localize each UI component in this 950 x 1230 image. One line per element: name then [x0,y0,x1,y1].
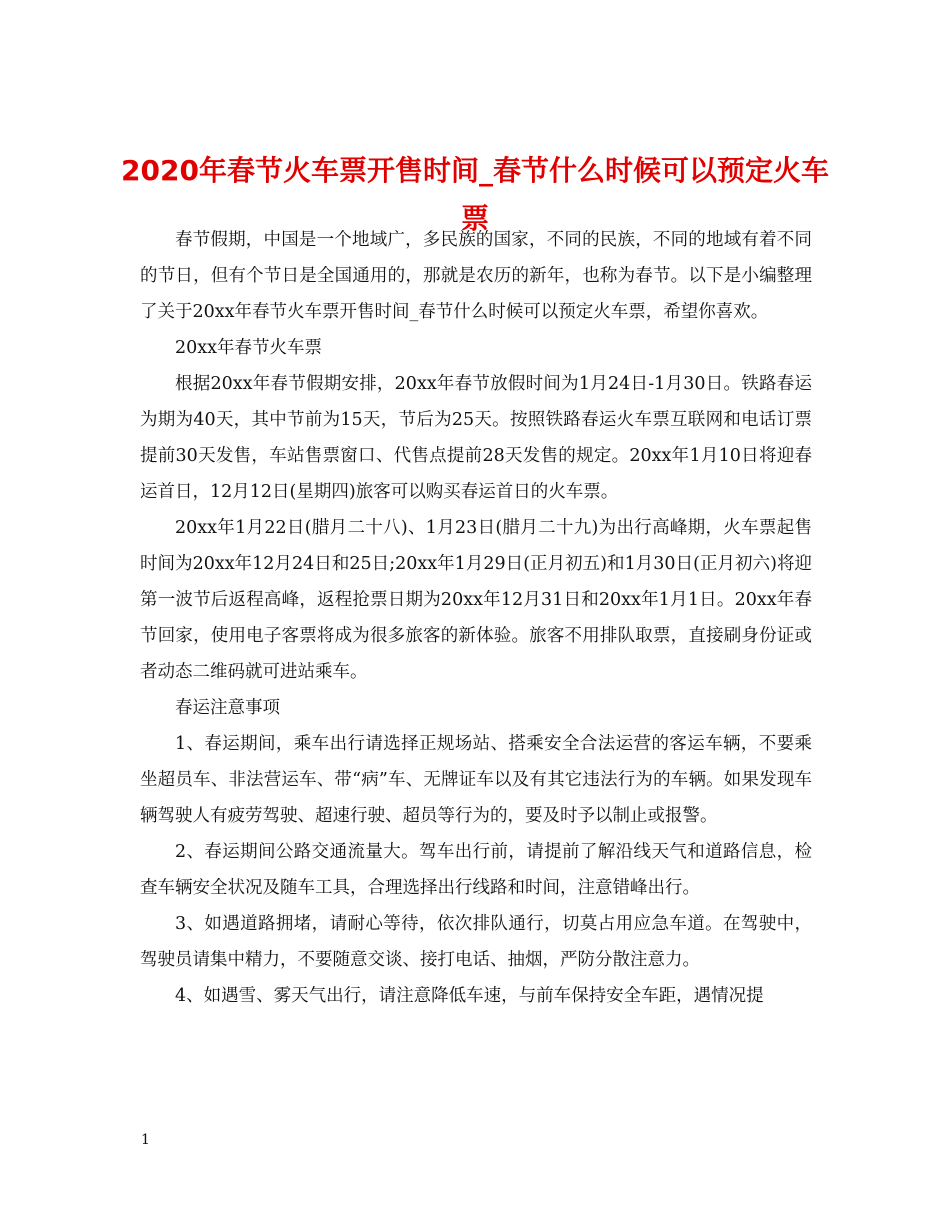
paragraph-schedule: 根据20xx年春节假期安排，20xx年春节放假时间为1月24日-1月30日。铁路春运为期为40天，其中节前为15天，节后为25天。按照铁路春运火车票互联网和电话订票提前30天发售，车站售票窗口、代售点提前28天发售的规定。20xx年1月10日将迎春运首日，12月12日(星期四)旅客可以购买春运首日的火车票。 [140,374,812,502]
page-number: 1 [141,1132,150,1148]
note-item-3: 3、如遇道路拥堵，请耐心等待，依次排队通行，切莫占用应急车道。在驾驶中，驾驶员请集中精力，不要随意交谈、接打电话、抽烟，严防分散注意力。 [140,914,812,970]
document-body [140,222,812,1014]
intro-paragraph: 春节假期，中国是一个地域广，多民族的国家，不同的民族，不同的地域有着不同的节日，但有个节日是全国通用的，那就是农历的新年，也称为春节。以下是小编整理了关于20xx年春节火车票开售时间_春节什么时候可以预定火车票，希望你喜欢。 [140,230,812,322]
note-item-2: 2、春运期间公路交通流量大。驾车出行前，请提前了解沿线天气和道路信息，检查车辆安全状况及随车工具，合理选择出行线路和时间，注意错峰出行。 [140,842,812,898]
note-item-1: 1、春运期间，乘车出行请选择正规场站、搭乘安全合法运营的客运车辆，不要乘坐超员车、非法营运车、带“病”车、无牌证车以及有其它违法行为的车辆。如果发现车辆驾驶人有疲劳驾驶、超速行驶、超员等行为的，要及时予以制止或报警。 [140,734,812,826]
note-item-4: 4、如遇雪、雾天气出行，请注意降低车速，与前车保持安全车距，遇情况提 [175,986,764,1006]
section-heading-tickets: 20xx年春节火车票 [175,338,323,358]
section-heading-notes: 春运注意事项 [175,698,280,718]
paragraph-peak-dates: 20xx年1月22日(腊月二十八)、1月23日(腊月二十九)为出行高峰期，火车票起售时间为20xx年12月24日和25日;20xx年1月29日(正月初五)和1月30日(正月初六)将迎第一波节后返程高峰，返程抢票日期为20xx年12月31日和20xx年1月1日。20xx年春节回家，使用电子客票将成为很多旅客的新体验。旅客不用排队取票，直接刷身份证或者动态二维码就可进站乘车。 [140,518,812,682]
document-title: 2020年春节火车票开售时间_春节什么时候可以预定火车票 [121,153,829,235]
